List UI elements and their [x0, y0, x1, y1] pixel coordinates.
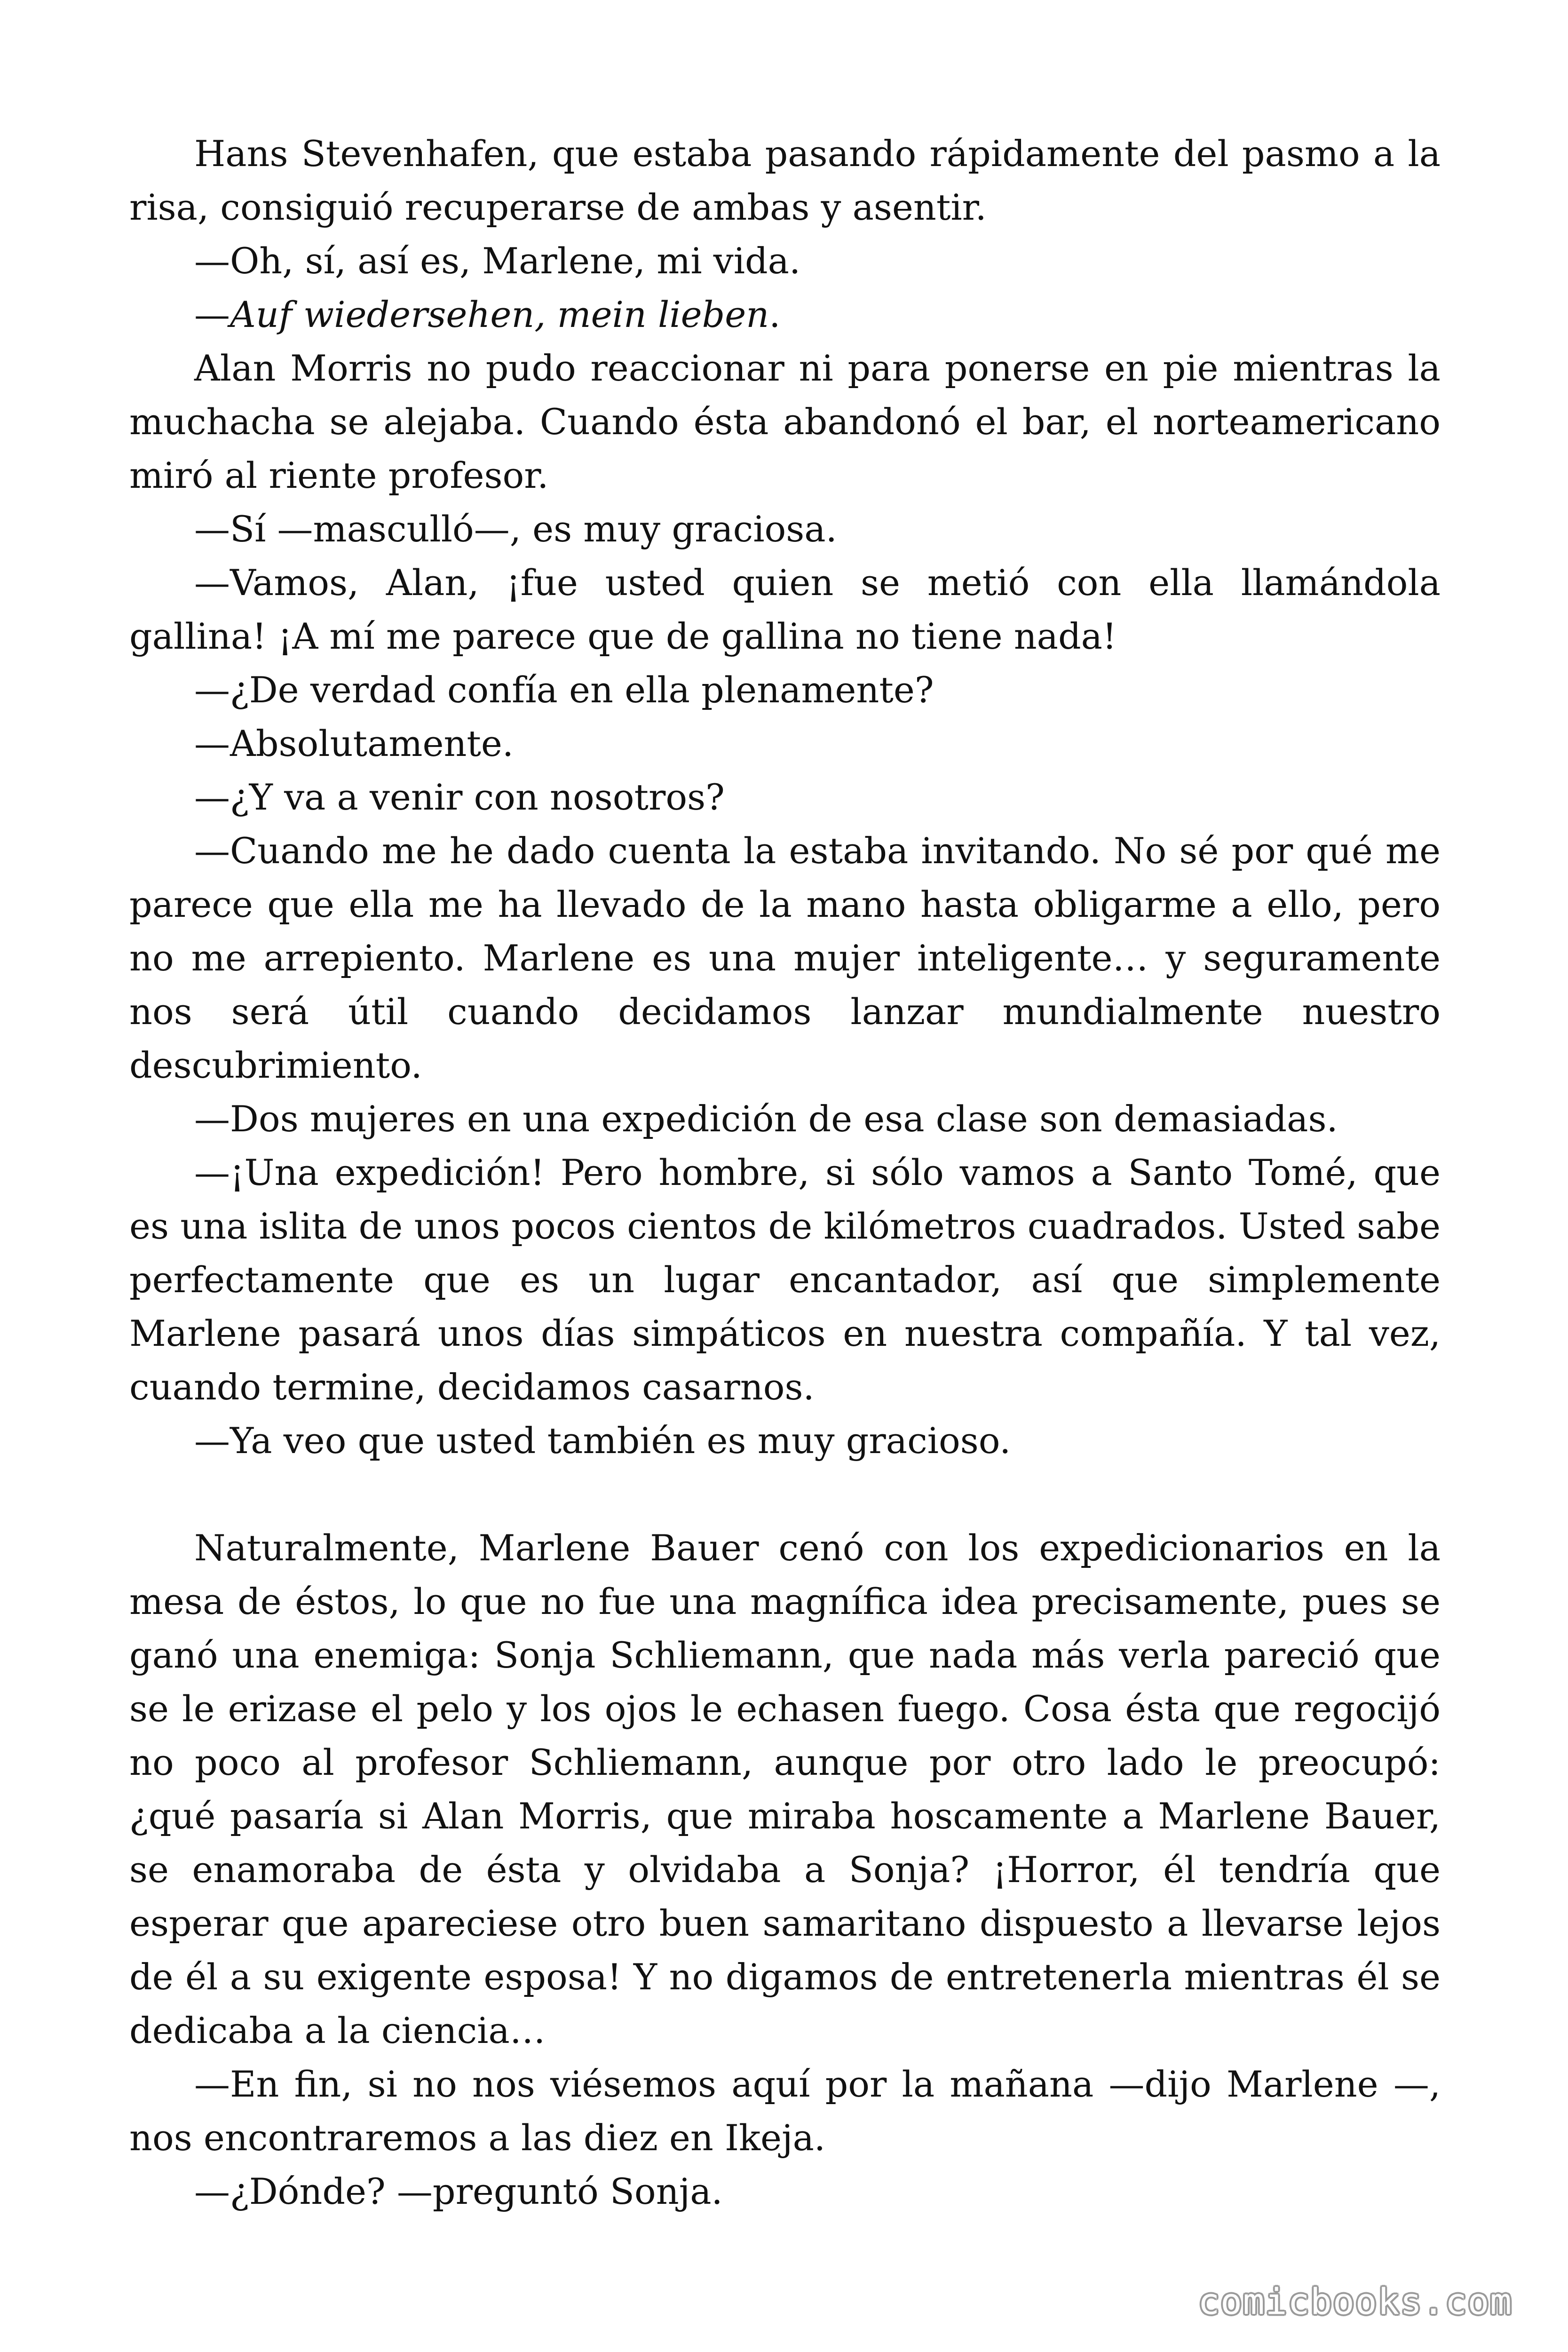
paragraph: Hans Stevenhafen, que estaba pasando rápidamente del pasmo a la risa, consiguió recuperarse de ambas y asentir. [129, 133, 1441, 228]
paragraph: —¿De verdad confía en ella plenamente? [194, 669, 934, 711]
paragraph: —Oh, sí, así es, Marlene, mi vida. [194, 240, 801, 282]
paragraph: Alan Morris no pudo reaccionar ni para ponerse en pie mientras la muchacha se alejaba. Cuando ésta abandonó el bar, el norteamericano miró al riente profesor. [129, 347, 1441, 496]
paragraph: —En fin, si no nos viésemos aquí por la mañana —dijo Marlene —, nos encontraremos a las diez en Ikeja. [129, 2063, 1441, 2159]
paragraph: —¿Dónde? —preguntó Sonja. [194, 2170, 723, 2212]
paragraph: —Cuando me he dado cuenta la estaba invitando. No sé por qué me parece que ella me ha llevado de la mano hasta obligarme a ello, pero no me arrepiento. Marlene es una mujer inteligente… y seguramente nos será útil cuando decidamos lanzar mundialmente nuestro descubrimiento. [129, 830, 1441, 1086]
paragraph: —Vamos, Alan, ¡fue usted quien se metió con ella llamándola gallina! ¡A mí me parece que de gallina no tiene nada! [129, 562, 1441, 657]
paragraph: —Dos mujeres en una expedición de esa clase son demasiadas. [194, 1098, 1338, 1140]
paragraph: —¡Una expedición! Pero hombre, si sólo vamos a Santo Tomé, que es una islita de unos pocos cientos de kilómetros cuadrados. Usted sabe perfectamente que es un lugar encantador, así que simplemente Marlene pasará unos días simpáticos en nuestra compañía. Y tal vez, cuando termine, decidamos casarnos. [129, 1152, 1441, 1408]
period: . [769, 294, 781, 335]
italic-phrase: Auf wiedersehen, mein lieben [230, 294, 769, 335]
paragraph [129, 288, 1441, 342]
paragraph: Naturalmente, Marlene Bauer cenó con los expedicionarios en la mesa de éstos, lo que no fue una magnífica idea precisamente, pues se ganó una enemiga: Sonja Schliemann, que nada más verla pareció que se le erizase el pelo y los ojos le echasen fuego. Cosa ésta que regocijó no poco al profesor Schliemann, aunque por otro lado le preocupó: ¿qué pasaría si Alan Morris, que miraba hoscamente a Marlene Bauer, se enamoraba de ésta y olvidaba a Sonja? ¡Horror, él tendría que esperar que apareciese otro buen samaritano dispuesto a llevarse lejos de él a su exigente esposa! Y no digamos de entretenerla mientras él se dedicaba a la ciencia… [129, 1527, 1441, 2051]
paragraph: —Absolutamente. [194, 723, 514, 764]
page-text [129, 127, 1441, 2218]
paragraph: —Ya veo que usted también es muy gracioso. [194, 1420, 1011, 1462]
paragraph: —¿Y va a venir con nosotros? [194, 776, 725, 818]
watermark: comicbooks.com [1198, 2280, 1513, 2322]
paragraph: —Sí —masculló—, es muy graciosa. [194, 508, 837, 550]
dash: — [194, 294, 230, 335]
